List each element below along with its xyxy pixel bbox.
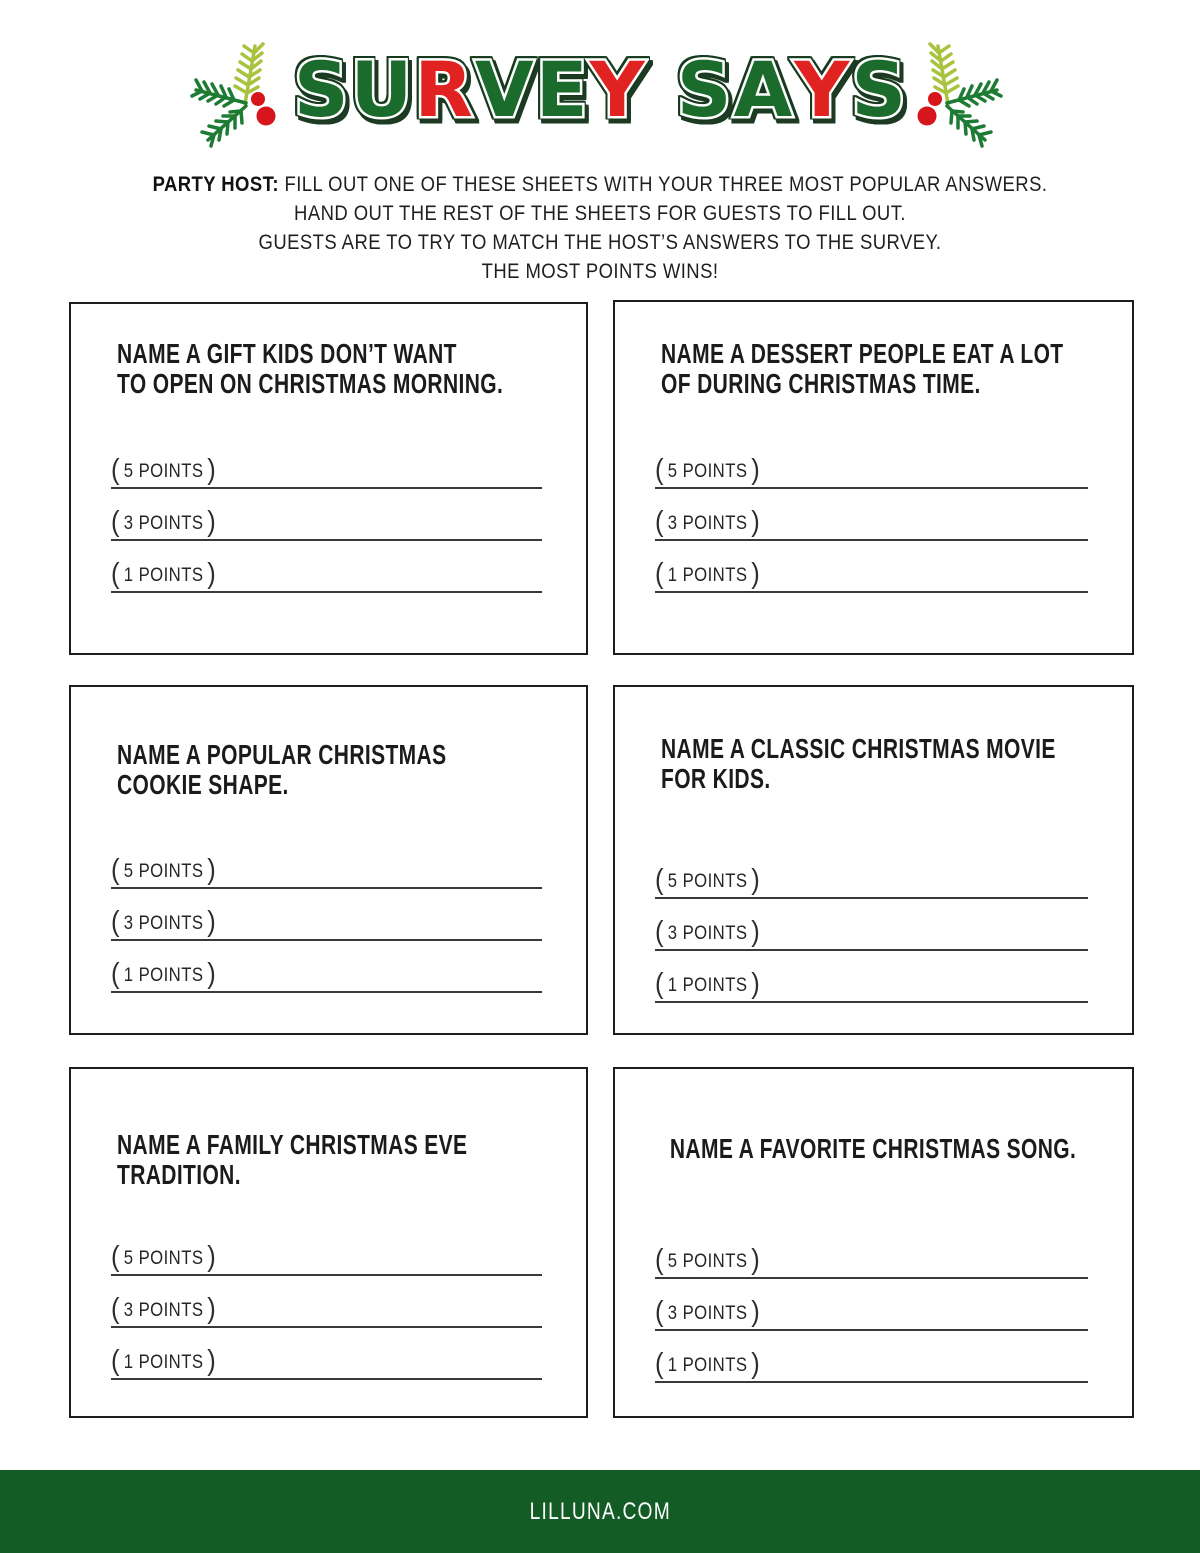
answer-line [111,1276,542,1328]
points-label [111,454,217,486]
points-label [655,506,761,538]
question-line: FOR KIDS. [661,763,771,794]
pine-sprig-right-icon [895,40,1005,152]
instructions-line-4: THE MOST POINTS WINS! [481,260,719,283]
answer-line [111,1328,542,1380]
paren-close: ) [207,958,217,990]
paren-open: ( [111,906,120,938]
footer-site-label: LILLUNA.COM [529,1497,671,1525]
question-text [621,1134,1125,1164]
answer-line [655,1331,1088,1383]
survey-card-cookie [69,685,588,1035]
points-text: 3 POINTS [663,923,752,944]
points-text: 3 POINTS [119,1300,208,1321]
question-line: TO OPEN ON CHRISTMAS MORNING. [117,368,504,399]
paren-close: ) [751,1296,761,1328]
answers [111,1224,542,1380]
title-letter: V [474,45,534,134]
points-label [111,506,217,538]
paren-close: ) [207,506,217,538]
points-label [111,906,217,938]
paren-close: ) [751,558,761,590]
answer-line [655,489,1088,541]
answers [655,437,1088,593]
points-label [655,454,761,486]
points-label [655,968,761,1000]
paren-open: ( [655,864,664,896]
points-text: 5 POINTS [119,461,208,482]
answer-line [655,541,1088,593]
answer-line [655,1227,1088,1279]
answer-line [655,437,1088,489]
answer-line [655,847,1088,899]
paren-close: ) [207,854,217,886]
paren-open: ( [655,1296,664,1328]
paren-close: ) [751,916,761,948]
answer-line [111,437,542,489]
points-text: 5 POINTS [663,871,752,892]
title-letter: S [676,45,732,134]
instructions-line-1: PARTY HOST: FILL OUT ONE OF THESE SHEETS WITH YOUR THREE MOST POPULAR ANSWERS. [152,173,1048,196]
answers [111,437,542,593]
points-text: 3 POINTS [663,513,752,534]
points-text: 5 POINTS [663,461,752,482]
paren-open: ( [655,558,664,590]
paren-open: ( [655,1244,664,1276]
question-line: NAME A GIFT KIDS DON’T WANT [117,338,457,369]
answers [655,1227,1088,1383]
paren-open: ( [655,968,664,1000]
survey-card-dessert [613,300,1134,655]
points-label [655,916,761,948]
points-label [111,958,217,990]
instructions-line-2: HAND OUT THE REST OF THE SHEETS FOR GUESTS TO FILL OUT. [294,202,906,225]
paren-open: ( [111,1241,120,1273]
paren-open: ( [655,506,664,538]
survey-card-gift [69,302,588,655]
question-line: NAME A POPULAR CHRISTMAS [117,739,447,770]
question-line: NAME A DESSERT PEOPLE EAT A LOT [661,338,1064,369]
paren-open: ( [111,958,120,990]
paren-close: ) [751,1244,761,1276]
points-label [655,1296,761,1328]
points-text: 1 POINTS [119,965,208,986]
footer-bar [0,1470,1200,1553]
points-label [111,1241,217,1273]
title-letter: E [535,45,588,134]
survey-card-movie [613,685,1134,1035]
paren-close: ) [207,454,217,486]
title-letter: S [293,45,349,134]
answer-line [655,899,1088,951]
answers [111,837,542,993]
question-text [117,740,582,800]
paren-open: ( [111,558,120,590]
points-text: 3 POINTS [119,513,208,534]
answers [655,847,1088,1003]
title-word [293,45,646,134]
answer-line [655,951,1088,1003]
paren-open: ( [111,1293,120,1325]
page-title [0,45,1200,134]
paren-open: ( [111,1345,120,1377]
points-label [655,1348,761,1380]
title-letter: S [851,45,907,134]
points-text: 1 POINTS [119,1352,208,1373]
question-line: NAME A FAMILY CHRISTMAS EVE [117,1129,468,1160]
paren-open: ( [655,916,664,948]
points-label [655,1244,761,1276]
points-label [655,864,761,896]
question-line: NAME A CLASSIC CHRISTMAS MOVIE [661,733,1056,764]
question-line: TRADITION. [117,1159,241,1190]
paren-open: ( [111,454,120,486]
paren-open: ( [655,1348,664,1380]
points-text: 1 POINTS [119,565,208,586]
points-label [111,854,217,886]
answer-line [111,889,542,941]
paren-close: ) [207,906,217,938]
answer-line [111,489,542,541]
answer-line [111,837,542,889]
paren-close: ) [751,1348,761,1380]
title-word [676,45,907,134]
points-text: 3 POINTS [119,913,208,934]
paren-close: ) [751,968,761,1000]
survey-card-tradition [69,1067,588,1418]
title-letter: Y [794,45,850,134]
title-letter: A [733,45,793,134]
paren-open: ( [655,454,664,486]
paren-open: ( [111,506,120,538]
answer-line [111,941,542,993]
points-label [111,1345,217,1377]
paren-close: ) [207,1293,217,1325]
question-line: COOKIE SHAPE. [117,769,289,800]
title-letter: R [414,45,473,134]
title-letter: Y [589,45,645,134]
paren-close: ) [751,506,761,538]
paren-close: ) [207,1241,217,1273]
paren-close: ) [751,454,761,486]
answer-line [111,541,542,593]
question-text [661,734,1126,794]
points-text: 5 POINTS [119,861,208,882]
question-text [117,1130,582,1190]
points-text: 1 POINTS [663,975,752,996]
points-text: 1 POINTS [663,1355,752,1376]
points-text: 1 POINTS [663,565,752,586]
paren-open: ( [111,854,120,886]
paren-close: ) [207,558,217,590]
points-label [111,558,217,590]
paren-close: ) [751,864,761,896]
points-text: 3 POINTS [663,1303,752,1324]
paren-close: ) [207,1345,217,1377]
instructions [72,170,1128,286]
party-host-label: PARTY HOST: [152,173,279,196]
question-text [661,339,1126,399]
question-text [117,339,582,399]
title-letter: U [350,45,413,134]
points-label [111,1293,217,1325]
answer-line [111,1224,542,1276]
points-label [655,558,761,590]
answer-line [655,1279,1088,1331]
points-text: 5 POINTS [119,1248,208,1269]
question-line: OF DURING CHRISTMAS TIME. [661,368,981,399]
points-text: 5 POINTS [663,1251,752,1272]
question-line: NAME A FAVORITE CHRISTMAS SONG. [670,1133,1077,1164]
instructions-line-3: GUESTS ARE TO TRY TO MATCH THE HOST’S ANSWERS TO THE SURVEY. [258,231,942,254]
survey-card-song [613,1067,1134,1418]
